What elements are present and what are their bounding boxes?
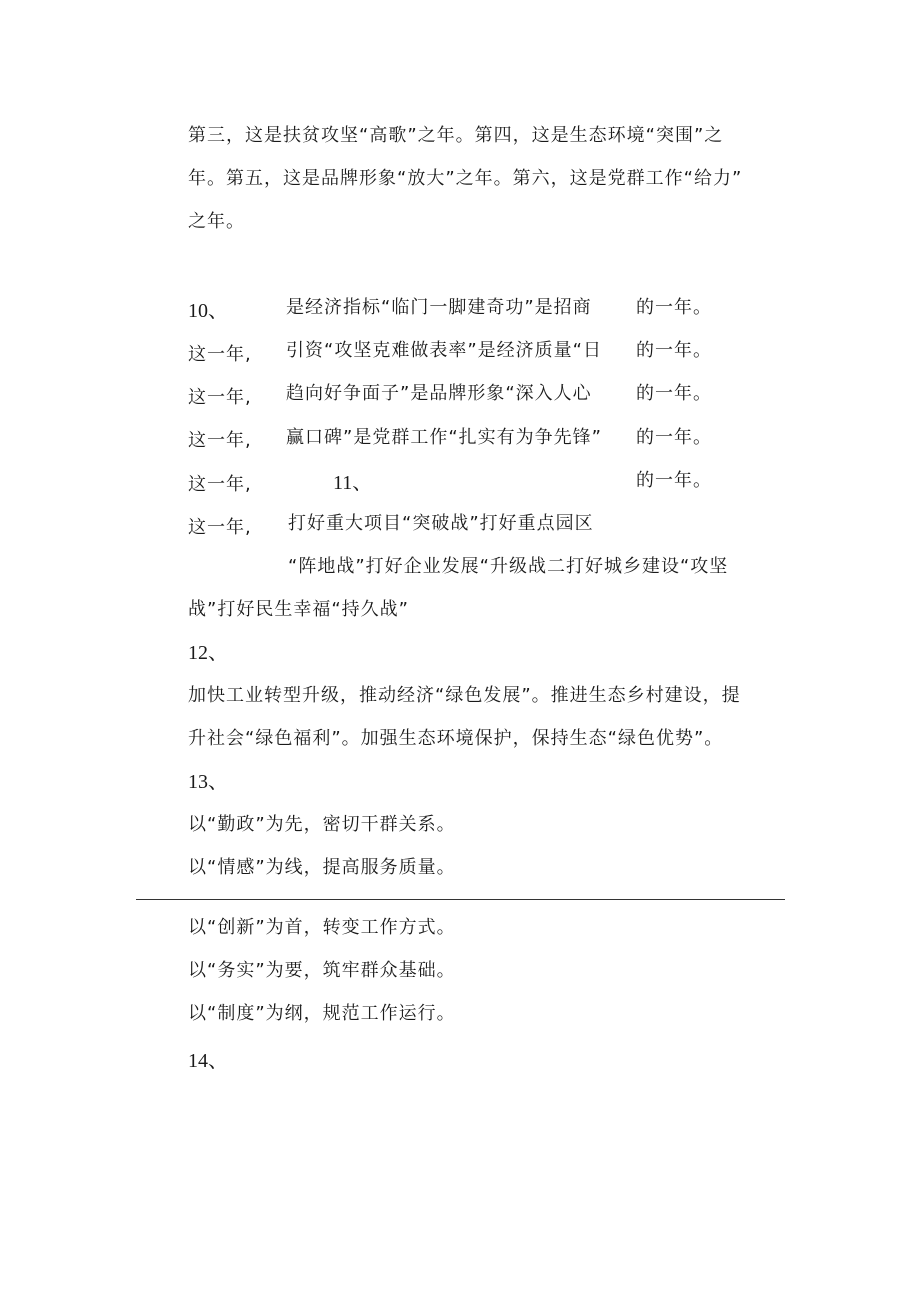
section-10-prefix: 这一年, <box>188 430 252 451</box>
section-10-mid-line: 趋向好争面子”是品牌形象“深入人心 <box>286 383 592 404</box>
section-12-number: 12、 <box>188 642 228 664</box>
section-10-suffix: 的一年。 <box>636 340 712 361</box>
section-10-prefix: 这一年, <box>188 474 252 495</box>
section-13-line-2: 以“情感”为线，提高服务质量。 <box>188 857 456 878</box>
section-14-number: 14、 <box>188 1050 228 1072</box>
section-11-line-1: 打好重大项目“突破战”打好重点园区 <box>288 513 594 534</box>
intro-line-1: 第三，这是扶贫攻坚“高歌”之年。第四，这是生态环境“突围”之 <box>188 125 724 146</box>
section-10-prefix: 这一年, <box>188 387 252 408</box>
section-13-line-1: 以“勤政”为先，密切干群关系。 <box>188 814 456 835</box>
section-10-suffix: 的一年。 <box>636 297 712 318</box>
section-11-line-2: “阵地战”打好企业发展“升级战二打好城乡建设“攻坚 <box>288 556 729 577</box>
intro-line-3: 之年。 <box>188 211 245 232</box>
section-10-suffix: 的一年。 <box>636 470 712 491</box>
section-13-line-3: 以“创新”为首，转变工作方式。 <box>188 917 456 938</box>
section-12-line-2: 升社会“绿色福利”。加强生态环境保护，保持生态“绿色优势”。 <box>188 728 724 749</box>
section-13-line-5: 以“制度”为纲，规范工作运行。 <box>188 1003 456 1024</box>
section-13-line-4: 以“务实”为要，筑牢群众基础。 <box>188 960 456 981</box>
section-13-number: 13、 <box>188 771 228 793</box>
section-10-suffix: 的一年。 <box>636 383 712 404</box>
section-10-number: 10、 <box>188 300 228 322</box>
section-10-mid-line: 赢口碑”是党群工作“扎实有为争先锋” <box>286 427 602 448</box>
page-divider <box>136 899 785 900</box>
section-11-line-3: 战”打好民生幸福“持久战” <box>188 599 409 620</box>
section-10-prefix: 这一年, <box>188 517 252 538</box>
section-10-prefix: 这一年, <box>188 344 252 365</box>
section-12-line-1: 加快工业转型升级，推动经济“绿色发展”。推进生态乡村建设，提 <box>188 685 741 706</box>
section-10-mid-line: 引资“攻坚克难做表率”是经济质量“日 <box>286 340 602 361</box>
section-10-mid-line: 是经济指标“临门一脚建奇功”是招商 <box>286 297 592 318</box>
section-10-suffix: 的一年。 <box>636 427 712 448</box>
intro-line-2: 年。第五，这是品牌形象“放大”之年。第六，这是党群工作“给力” <box>188 168 743 189</box>
section-11-number: 11、 <box>333 472 373 494</box>
